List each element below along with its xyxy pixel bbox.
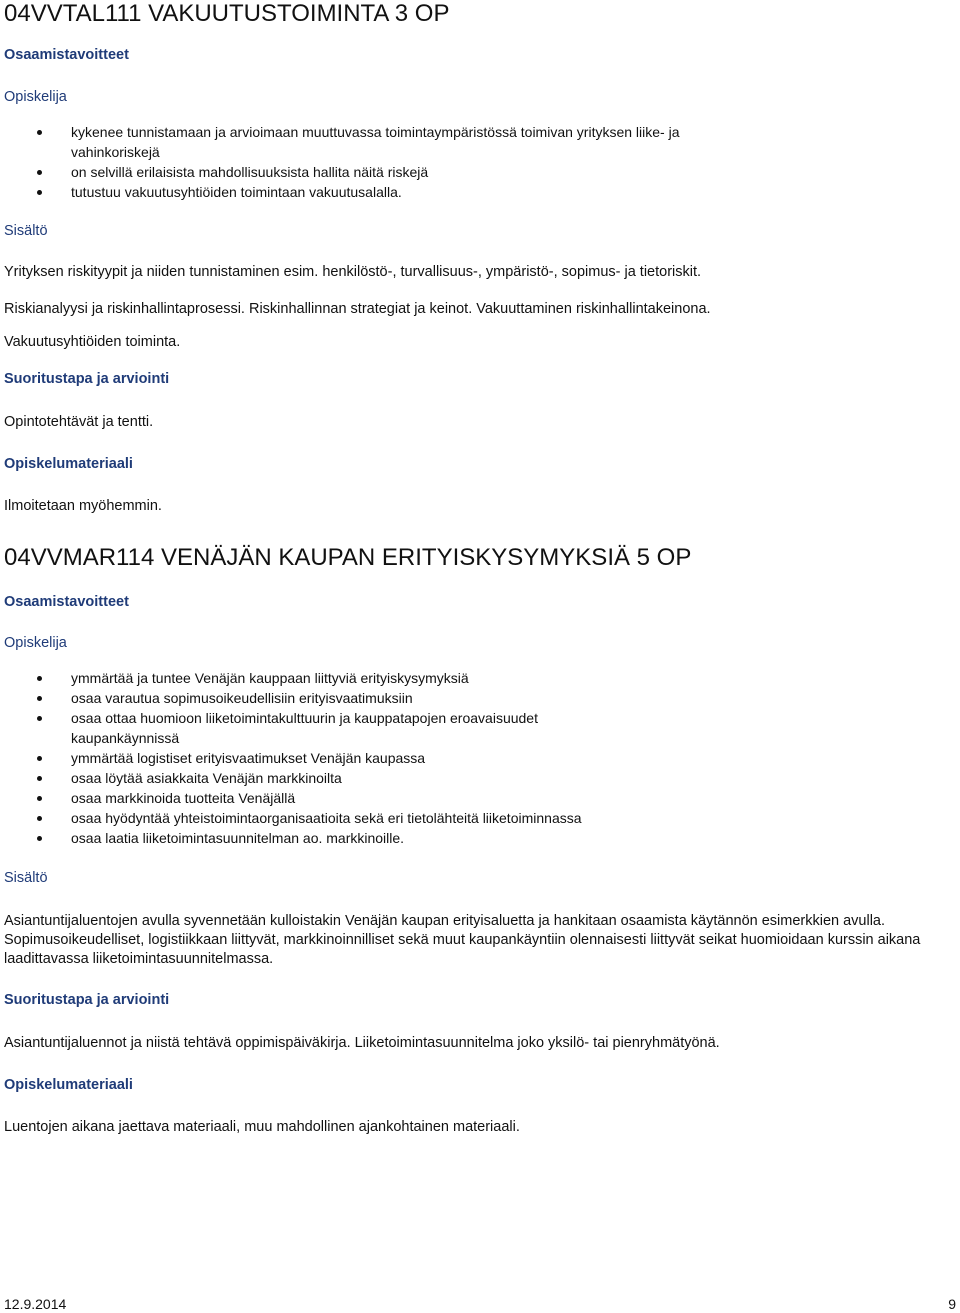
student-label: Opiskelija xyxy=(4,89,67,105)
list-item: on selvillä erilaisista mahdollisuuksista hallita näitä riskejä xyxy=(0,162,760,182)
list-item: osaa varautua sopimusoikeudellisiin erityisvaatimuksiin xyxy=(0,688,760,708)
materials-heading: Opiskelumateriaali xyxy=(4,1077,133,1093)
assessment-heading: Suoritustapa ja arviointi xyxy=(4,992,170,1008)
materials-heading: Opiskelumateriaali xyxy=(4,456,133,472)
objectives-list xyxy=(0,122,760,202)
footer-date: 12.9.2014 xyxy=(4,1296,67,1312)
list-item: tutustuu vakuutusyhtiöiden toimintaan vakuutusalalla. xyxy=(0,182,760,202)
list-item: osaa hyödyntää yhteistoimintaorganisaatioita sekä eri tietolähteitä liiketoiminnassa xyxy=(0,808,760,828)
content-heading: Sisältö xyxy=(4,223,48,239)
content-heading: Sisältö xyxy=(4,870,48,886)
list-item-continuation: kaupankäynnissä xyxy=(71,730,180,746)
list-item: ymmärtää logistiset erityisvaatimukset Venäjän kaupassa xyxy=(0,748,760,768)
student-label: Opiskelija xyxy=(4,635,67,651)
list-item-continuation: vahinkoriskejä xyxy=(71,144,160,160)
content-line: laadittavassa liiketoimintasuunnitelmassa. xyxy=(4,951,274,967)
objectives-heading: Osaamistavoitteet xyxy=(4,594,129,610)
assessment-text: Asiantuntijaluennot ja niistä tehtävä oppimispäiväkirja. Liiketoimintasuunnitelma joko yksilö- tai pienryhmätyönä. xyxy=(4,1035,720,1051)
list-item: ymmärtää ja tuntee Venäjän kauppaan liittyviä erityiskysymyksiä xyxy=(0,668,760,688)
materials-text: Luentojen aikana jaettava materiaali, muu mahdollinen ajankohtainen materiaali. xyxy=(4,1119,520,1135)
list-item: osaa löytää asiakkaita Venäjän markkinoilta xyxy=(0,768,760,788)
objectives-heading: Osaamistavoitteet xyxy=(4,47,129,63)
content-line: Sopimusoikeudelliset, logistiikkaan liittyvät, markkinoinnilliset sekä muut kaupankäyntiin olennaisesti liittyvät seikat huomioidaan kurssin aikana xyxy=(4,932,921,948)
content-line: Yrityksen riskityypit ja niiden tunnistaminen esim. henkilöstö-, turvallisuus-, ympäristö-, sopimus- ja tietoriskit. xyxy=(4,264,702,280)
objectives-list xyxy=(0,668,760,848)
list-item: osaa ottaa huomioon liiketoimintakulttuurin ja kauppatapojen eroavaisuudet xyxy=(0,708,760,728)
assessment-heading: Suoritustapa ja arviointi xyxy=(4,371,170,387)
content-line: Vakuutusyhtiöiden toiminta. xyxy=(4,334,181,350)
course-title: 04VVMAR114 VENÄJÄN KAUPAN ERITYISKYSYMYKSIÄ 5 OP xyxy=(4,544,692,571)
list-item: osaa markkinoida tuotteita Venäjällä xyxy=(0,788,760,808)
assessment-text: Opintotehtävät ja tentti. xyxy=(4,414,154,430)
materials-text: Ilmoitetaan myöhemmin. xyxy=(4,498,162,514)
list-item: kykenee tunnistamaan ja arvioimaan muuttuvassa toimintaympäristössä toimivan yrityksen liike- ja xyxy=(0,122,760,142)
list-item: osaa laatia liiketoimintasuunnitelman ao. markkinoille. xyxy=(0,828,760,848)
page-number: 9 xyxy=(948,1296,956,1312)
content-line: Riskianalyysi ja riskinhallintaprosessi. Riskinhallinnan strategiat ja keinot. Vakuuttaminen riskinhallintakeinona. xyxy=(4,301,711,317)
content-line: Asiantuntijaluentojen avulla syvennetään kulloistakin Venäjän kaupan erityisaluetta ja hankitaan osaamista käytännön esimerkkien avulla. xyxy=(4,913,886,929)
course-title: 04VVTAL111 VAKUUTUSTOIMINTA 3 OP xyxy=(4,0,450,27)
